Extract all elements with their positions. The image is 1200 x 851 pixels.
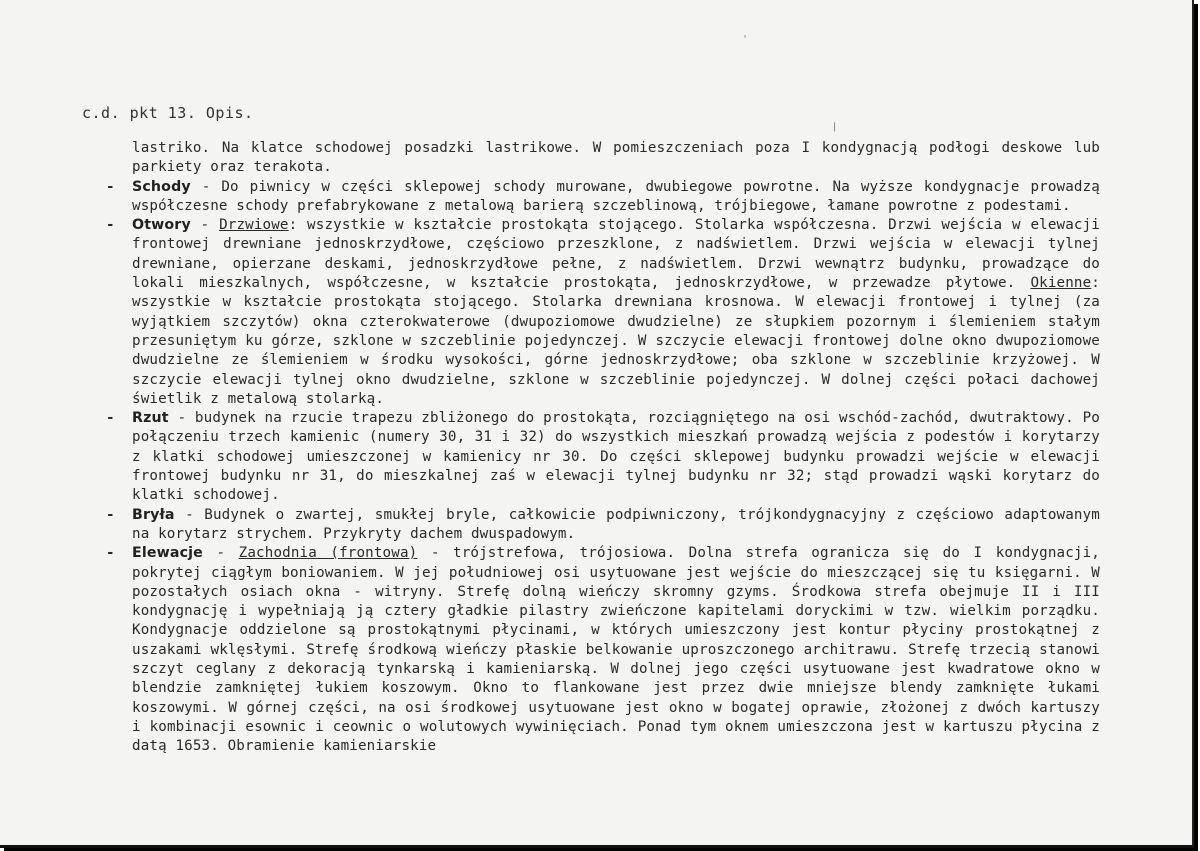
subheading-zachodnia: Zachodnia (frontowa): [238, 545, 418, 562]
section-term: Bryła: [132, 506, 175, 523]
section-text: : wszystkie w kształcie prostokąta stojącego. Stolarka drewniana krosnowa. W elewacji frontowej i tylnej (za wyjątkiem szczytów) okna czterokwaterowe (dwupoziomowe dwudzielne) ze słupkiem pozornym i ślemieniem stałym przesuniętym ku górze, szklone w szczeblinie pojedynczej. W szczycie elewacji frontowej dolne okno dwupoziomowe dwudzielne ze ślemieniem w środku wysokości, górne jednoskrzydłowe; oba szklone w szczeblinie krzyżowej. W szczycie elewacji tylnej okno dwudzielne, szklone w szczeblinie pojedynczej. W dolnej części połaci dachowej świetlik z metalową stolarką.: [132, 275, 1100, 407]
pencil-tick-mark: /: [829, 121, 841, 134]
section-bryla: [106, 506, 1100, 545]
section-dash: -: [190, 217, 220, 234]
section-term: Schody: [132, 178, 191, 195]
bullet-marker: -: [106, 178, 115, 195]
section-elewacje: [106, 544, 1100, 756]
bullet-marker: -: [106, 506, 115, 523]
section-text: - budynek na rzucie trapezu zbliżonego do prostokąta, rozciągniętego na osi wschód-zachód, dwutraktowy. Po połączeniu trzech kamienic (numery 30, 31 i 32) do wszystkich mieszkań prowadzą wejścia z podestów i korytarzy z klatki schodowej umieszczonej w kamienicy nr 30. Do części sklepowej budynku prowadzi wejście w elewacji frontowej budynku nr 31, do mieszkalnej zaś w elewacji tylnej budynku nr 32; stąd prowadzi wąski korytarz do klatki schodowej.: [132, 410, 1100, 504]
bullet-marker: -: [106, 410, 115, 427]
document-body: [106, 139, 1100, 757]
section-text: - Budynek o zwartej, smukłej bryle, całkowicie podpiwniczony, trójkondygnacyjny z częściowo adaptowanym na korytarz strychem. Przykryty dachem dwuspadowym.: [132, 506, 1100, 542]
bullet-marker: -: [106, 217, 115, 234]
section-term: Elewacje: [132, 545, 203, 562]
page-header: c.d. pkt 13. Opis.: [82, 104, 254, 122]
section-rzut: [106, 409, 1100, 505]
section-otwory: [106, 216, 1100, 409]
section-text: : wszystkie w kształcie prostokąta stojącego. Stolarka współczesna. Drzwi wejścia w elewacji frontowej drewniane jednoskrzydłowe, częściowo przeszklone, z nadświetlem. Drzwi wejścia w elewacji tylnej drewniane, opierzane deskami, jednoskrzydłowe pełne, z nadświetlem. Drzwi wewnątrz budynku, prowadzące do lokali mieszkalnych, współczesne, w kształcie prostokąta, jednoskrzydłowe, w przewadze płytowe.: [132, 217, 1100, 292]
scan-speck-mark: ': [742, 34, 749, 45]
section-term: Otwory: [132, 217, 191, 234]
intro-paragraph: lastriko. Na klatce schodowej posadzki lastrikowe. W pomieszczeniach poza I kondygnacją podłogi deskowe lub parkiety oraz terakota.: [132, 140, 1100, 176]
bullet-marker: -: [106, 545, 115, 562]
subheading-drzwiowe: Drzwiowe: [219, 217, 289, 234]
section-dash: -: [202, 545, 239, 562]
section-term: Rzut: [132, 410, 169, 427]
subheading-okienne: Okienne: [1030, 275, 1092, 292]
section-schody: [106, 178, 1100, 217]
section-text: - trójstrefowa, trójosiowa. Dolna strefa ogranicza się do I kondygnacji, pokrytej ciągłym boniowaniem. W jej południowej osi usytuowane jest wejście do mieszczącej się tu księgarni. W pozostałych osiach okna - witryny. Strefę dolną wieńczy skromny gzyms. Środkowa strefa obejmuje II i III kondygnację i wypełniają ją cztery gładkie pilastry zwieńczone kapitelami doryckimi w tzw. wielkim porządku. Kondygnacje oddzielone są prostokątnymi płycinami, w których umieszczony jest kontur płyciny prostokątnej z uszakami wklęsłymi. Strefę środkową wieńczy płaskie belkowanie uproszczonego architrawu. Strefę trzecią stanowi szczyt ceglany z dekoracją tynkarską i kamieniarską. W dolnej jego części usytuowane jest kwadratowe okno w blendzie zamkniętej łukiem koszowym. Okno to flankowane jest przez dwie mniejsze blendy zamknięte łukami koszowymi. W górnej części, na osi środkowej usytuowane jest okno w bogatej oprawie, złożonej z dwóch kartuszy i kombinacji esownic i ceownic o wolutowych wywinięciach. Ponad tym oknem umieszczona jest w kartuszu płycina z datą 1653. Obramienie kamieniarskie: [132, 545, 1100, 755]
section-text: - Do piwnicy w części sklepowej schody murowane, dwubiegowe powrotne. Na wyższe kondygnacje prowadzą współczesne schody prefabrykowane z metalową barierą szczeblinową, trójbiegowe, łamane powrotne z podestami.: [132, 178, 1100, 214]
